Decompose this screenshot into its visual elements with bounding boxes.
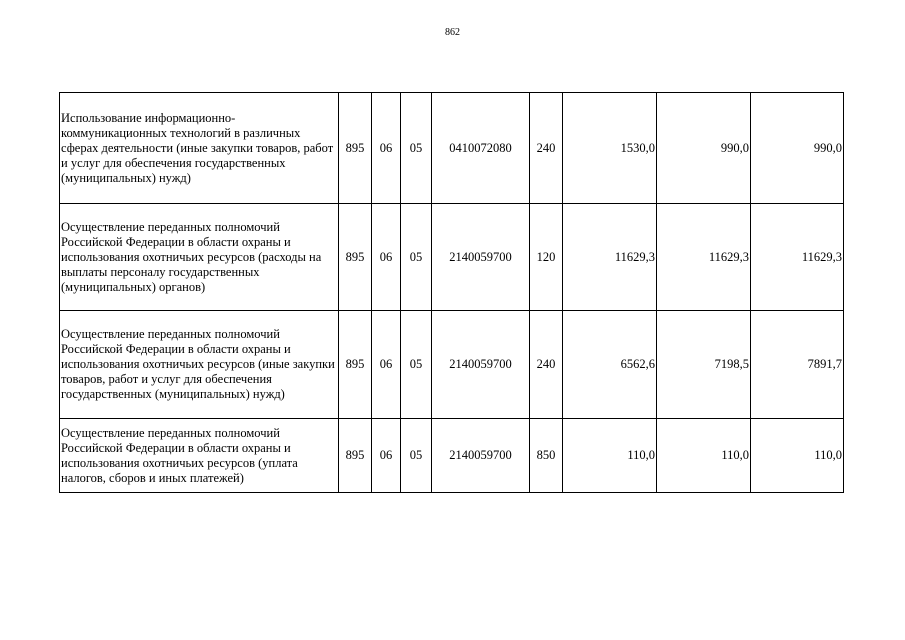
amount-year-2: 110,0	[657, 419, 751, 493]
grbs-code: 895	[339, 419, 372, 493]
subsection-code: 05	[401, 204, 432, 311]
table-row	[60, 204, 844, 311]
target-article-code: 2140059700	[432, 311, 530, 419]
subsection-code: 05	[401, 93, 432, 204]
row-description: Осуществление переданных полномочий Российской Федерации в области охраны и использования охотничьих ресурсов (расходы на выплаты персоналу государственных (муниципальных) органов)	[60, 204, 339, 311]
amount-year-3: 7891,7	[751, 311, 844, 419]
table-row	[60, 419, 844, 493]
subsection-code: 05	[401, 311, 432, 419]
target-article-code: 2140059700	[432, 419, 530, 493]
page-number: 862	[445, 27, 460, 38]
budget-table	[59, 92, 844, 493]
target-article-code: 0410072080	[432, 93, 530, 204]
amount-year-2: 990,0	[657, 93, 751, 204]
row-description: Осуществление переданных полномочий Российской Федерации в области охраны и использования охотничьих ресурсов (иные закупки товаров, работ и услуг для обеспечения государственных (муниципальных) нужд)	[60, 311, 339, 419]
expense-type-code: 120	[530, 204, 563, 311]
amount-year-2: 11629,3	[657, 204, 751, 311]
section-code: 06	[372, 311, 401, 419]
table-row	[60, 311, 844, 419]
section-code: 06	[372, 419, 401, 493]
amount-year-3: 11629,3	[751, 204, 844, 311]
amount-year-1: 110,0	[563, 419, 657, 493]
amount-year-3: 990,0	[751, 93, 844, 204]
target-article-code: 2140059700	[432, 204, 530, 311]
amount-year-2: 7198,5	[657, 311, 751, 419]
section-code: 06	[372, 93, 401, 204]
row-description: Осуществление переданных полномочий Российской Федерации в области охраны и использования охотничьих ресурсов (уплата налогов, сборов и иных платежей)	[60, 419, 339, 493]
amount-year-1: 6562,6	[563, 311, 657, 419]
amount-year-1: 1530,0	[563, 93, 657, 204]
amount-year-3: 110,0	[751, 419, 844, 493]
expense-type-code: 240	[530, 311, 563, 419]
grbs-code: 895	[339, 204, 372, 311]
amount-year-1: 11629,3	[563, 204, 657, 311]
row-description: Использование информационно-коммуникационных технологий в различных сферах деятельности (иные закупки товаров, работ и услуг для обеспечения государственных (муниципальных) нужд)	[60, 93, 339, 204]
expense-type-code: 850	[530, 419, 563, 493]
grbs-code: 895	[339, 93, 372, 204]
table-row	[60, 93, 844, 204]
expense-type-code: 240	[530, 93, 563, 204]
section-code: 06	[372, 204, 401, 311]
grbs-code: 895	[339, 311, 372, 419]
subsection-code: 05	[401, 419, 432, 493]
